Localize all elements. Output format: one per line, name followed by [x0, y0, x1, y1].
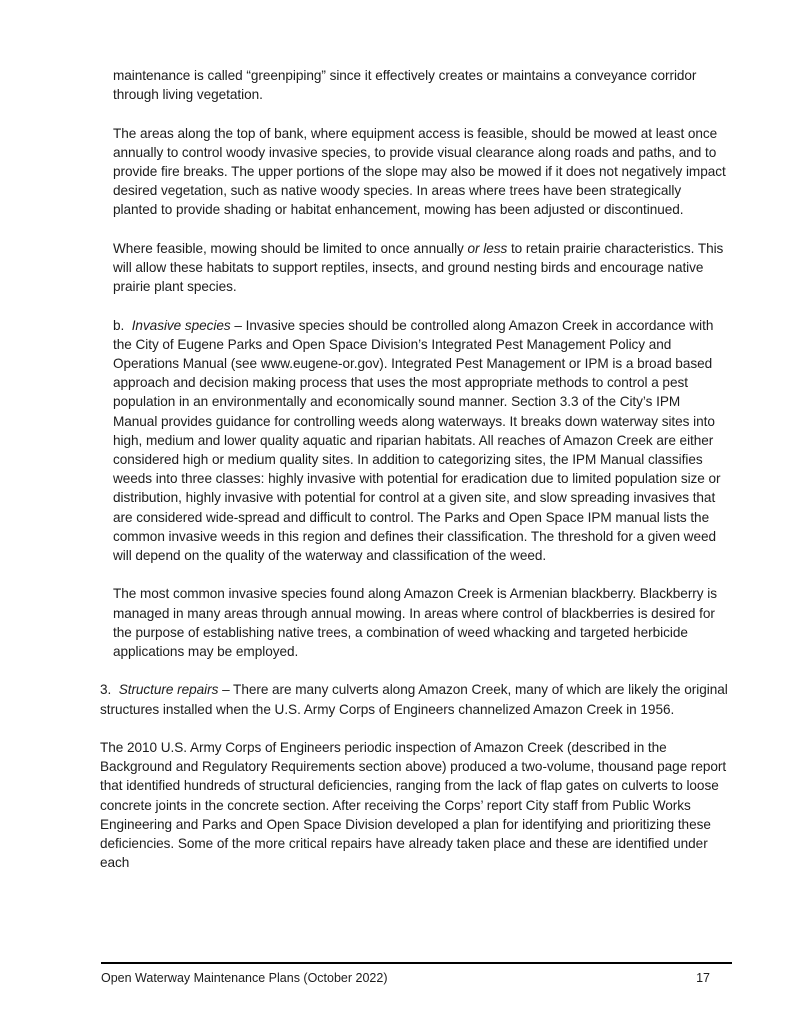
- text-run: The areas along the top of bank, where equipment access is feasible, should be mowed at least once annually to control woody invasive species, to provide visual clearance along roads and paths, and to provide fire breaks. The upper portions of the slope may also be mowed if it does not negatively impact desired vegetation, such as native woody species. In areas where trees have been strategically planted to provide shading or habitat enhancement, mowing has been adjusted or discontinued.: [113, 125, 730, 218]
- text-run: – There are many culverts along Amazon Creek, many of which are likely the original structures installed when the U.S. Army Corps of Engineers channelized Amazon Creek in 1956.: [100, 682, 732, 717]
- italic-text-run: or less: [467, 240, 508, 256]
- page-footer: [101, 970, 710, 987]
- paragraph: [113, 124, 728, 220]
- text-run: The 2010 U.S. Army Corps of Engineers periodic inspection of Amazon Creek (described in the Background and Regulatory Requirements section above) produced a two-volume, thousand page report that identified hundreds of structural deficiencies, ranging from the lack of flap gates on culverts to loose concrete joints in the concrete section. After receiving the Corps’ report City staff from Public Works Engineering and Parks and Open Space Division developed a plan for identifying and prioritizing these deficiencies. Some of the more critical repairs have already taken place and these are identified under each: [100, 740, 730, 871]
- text-run: The most common invasive species found along Amazon Creek is Armenian blackberry. Blackberry is managed in many areas through annual mowing. In areas where control of blackberries is desired for the purpose of establishing native trees, a combination of weed whacking and targeted herbicide applications may be employed.: [113, 586, 721, 660]
- paragraph: [113, 66, 728, 104]
- text-run: 3.: [100, 682, 119, 698]
- italic-text-run: Structure repairs: [118, 682, 219, 698]
- paragraph: [113, 584, 728, 661]
- text-run: to retain prairie characteristics. This will allow these habitats to support reptiles, insects, and ground nesting birds and encourage native prairie plant species.: [113, 240, 728, 295]
- text-run: Where feasible, mowing should be limited to once annually: [113, 240, 468, 256]
- footer-divider: [101, 962, 732, 964]
- text-run: b.: [113, 317, 132, 333]
- paragraph: [100, 738, 728, 872]
- italic-text-run: Invasive species: [131, 317, 231, 333]
- paragraph: [113, 316, 728, 566]
- page-number: 17: [696, 971, 710, 985]
- footer-document-title: Open Waterway Maintenance Plans (October 2022): [101, 971, 388, 985]
- paragraph: [113, 239, 728, 297]
- text-run: – Invasive species should be controlled along Amazon Creek in accordance with the City of Eugene Parks and Open Space Division’s Integrated Pest Management Policy and Operations Manual (see www.eugene-or.gov). Integrated Pest Management or IPM is a broad based approach and decision making process that uses the most appropriate methods to control a pest population in an environmentally and economically sound manner. Section 3.3 of the City’s IPM Manual provides guidance for controlling weeds along waterways. It breaks down waterway sites into high, medium and lower quality aquatic and riparian habitats. All reaches of Amazon Creek are either considered high or medium quality sites. In addition to categorizing sites, the IPM Manual classifies weeds into three classes: highly invasive with potential for eradication due to limited population size or distribution, highly invasive with potential for control at a given site, and slow spreading invasives that are considered wide-spread and difficult to control. The Parks and Open Space IPM manual lists the common invasive weeds in this region and defines their classification. The threshold for a given weed will depend on the quality of the waterway and classification of the weed.: [113, 317, 725, 564]
- paragraph: [100, 680, 732, 718]
- text-run: maintenance is called “greenpiping” since it effectively creates or maintains a conveyance corridor through living vegetation.: [113, 68, 701, 103]
- document-body: [0, 66, 800, 892]
